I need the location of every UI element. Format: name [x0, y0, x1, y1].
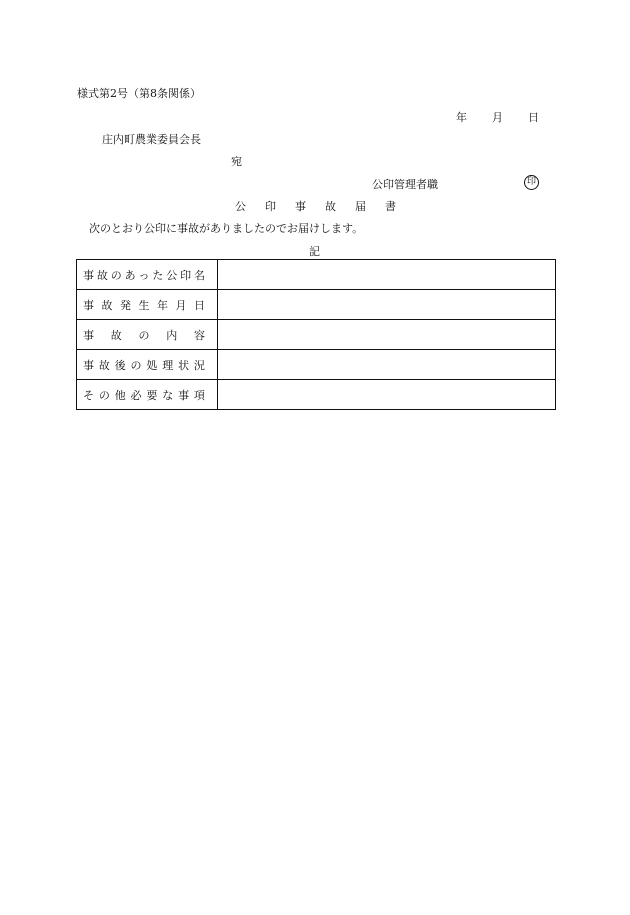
seal-mark: 印	[524, 175, 539, 190]
label-char: 処	[146, 358, 158, 372]
label-char: 事	[83, 268, 94, 282]
label-char: の	[130, 358, 142, 372]
row-value-field[interactable]	[218, 320, 556, 350]
title-char: 公	[235, 200, 246, 213]
ki-heading: 記	[309, 245, 320, 258]
title-char: 書	[385, 200, 396, 213]
date-day-label: 日	[528, 111, 539, 124]
intro-text: 次のとおり公印に事故がありましたのでお届けします。	[89, 222, 364, 235]
label-char: 要	[146, 388, 158, 402]
title-char: 届	[355, 200, 366, 213]
label-char: 事	[83, 328, 94, 342]
table-row	[77, 320, 556, 350]
label-char: の	[98, 388, 110, 402]
label-char: 状	[178, 358, 190, 372]
label-char: 事	[83, 298, 94, 312]
label-char: あ	[124, 268, 136, 282]
label-char: 容	[194, 328, 205, 342]
label-char: 後	[114, 358, 126, 372]
table-row	[77, 260, 556, 290]
title-char: 故	[325, 200, 336, 213]
title-char: 事	[295, 200, 306, 213]
row-value-field[interactable]	[218, 380, 556, 410]
label-char: 項	[193, 388, 205, 402]
label-char: 必	[130, 388, 142, 402]
row-label	[77, 350, 218, 380]
title-char: 印	[265, 200, 276, 213]
document-title	[235, 198, 396, 214]
label-char: そ	[83, 388, 94, 402]
label-char: の	[138, 328, 150, 342]
sender-title: 公印管理者職	[372, 178, 438, 191]
label-char: 内	[166, 328, 178, 342]
table-row	[77, 350, 556, 380]
label-char: 他	[114, 388, 126, 402]
row-label	[77, 320, 218, 350]
date-year-label: 年	[456, 111, 467, 124]
table-row	[77, 290, 556, 320]
row-value-field[interactable]	[218, 290, 556, 320]
label-char: っ	[138, 268, 150, 282]
report-table	[76, 259, 556, 410]
label-char: 況	[193, 358, 205, 372]
label-char: 日	[194, 298, 205, 312]
label-char: 月	[175, 298, 187, 312]
label-char: 事	[178, 388, 190, 402]
label-char: 名	[194, 268, 205, 282]
row-value-field[interactable]	[218, 350, 556, 380]
label-char: た	[152, 268, 164, 282]
label-char: 公	[166, 268, 178, 282]
table-row	[77, 380, 556, 410]
row-label	[77, 260, 218, 290]
label-char: 理	[162, 358, 174, 372]
addressee: 庄内町農業委員会長	[102, 133, 201, 146]
form-number: 様式第2号（第8条関係）	[77, 87, 201, 100]
label-char: 故	[98, 358, 110, 372]
row-label	[77, 290, 218, 320]
row-label	[77, 380, 218, 410]
label-char: 発	[120, 298, 131, 312]
label-char: 故	[110, 328, 122, 342]
label-char: 故	[96, 268, 108, 282]
date-month-label: 月	[492, 111, 503, 124]
label-char: な	[162, 388, 174, 402]
label-char: 故	[101, 298, 113, 312]
label-char: の	[110, 268, 122, 282]
row-value-field[interactable]	[218, 260, 556, 290]
honorific: 宛	[231, 155, 242, 168]
label-char: 印	[180, 268, 192, 282]
label-char: 生	[138, 298, 150, 312]
label-char: 事	[83, 358, 94, 372]
label-char: 年	[157, 298, 168, 312]
